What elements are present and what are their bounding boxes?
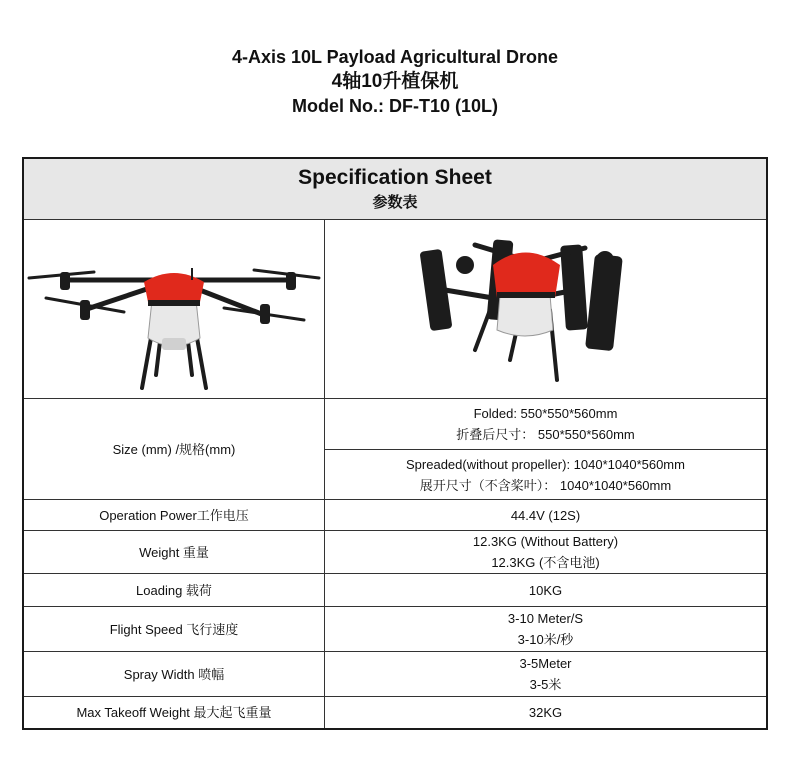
product-title-en: 4-Axis 10L Payload Agricultural Drone xyxy=(231,47,559,67)
drone-unfolded-image xyxy=(24,220,324,398)
spec-row-size xyxy=(24,399,766,500)
drone-folded-image xyxy=(325,220,766,398)
power-label: Operation Power工作电压 xyxy=(24,500,325,530)
size-label: Size (mm) /规格(mm) xyxy=(24,399,325,499)
spec-sheet-title-bar xyxy=(24,159,766,220)
size-spread-en: Spreaded(without propeller): 1040*1040*560mm xyxy=(406,456,685,472)
size-spread-cn: 展开尺寸（不含桨叶）： 1040*1040*560mm xyxy=(419,477,672,493)
loading-value: 10KG xyxy=(528,582,563,598)
power-value: 44.4V (12S) xyxy=(510,507,581,523)
product-title-cn: 4轴10升植保机 xyxy=(331,71,459,92)
spec-sheet-title-cn: 参数表 xyxy=(372,194,418,212)
weight-value: 12.3KG (Without Battery) 12.3KG (不含电池) xyxy=(472,534,619,570)
spec-row-spray xyxy=(24,652,766,697)
speed-value: 3-10 Meter/S 3-10米/秒 xyxy=(507,611,584,647)
spec-sheet-title-en: Specification Sheet xyxy=(298,166,492,189)
spec-row-power xyxy=(24,500,766,531)
spec-row-weight xyxy=(24,531,766,574)
size-folded-en: Folded: 550*550*560mm xyxy=(473,406,618,421)
weight-label: Weight 重量 xyxy=(24,531,325,573)
drone-folded-image-cell xyxy=(325,220,766,398)
loading-label: Loading 载荷 xyxy=(24,574,325,606)
page-header xyxy=(0,48,790,115)
spec-row-loading xyxy=(24,574,766,607)
spec-sheet-table xyxy=(22,157,768,730)
model-number: Model No.: DF-T10 (10L) xyxy=(292,96,498,116)
spray-value: 3-5Meter 3-5米 xyxy=(519,656,572,692)
size-folded-cell xyxy=(325,399,766,450)
spec-row-takeoff xyxy=(24,697,766,728)
product-images-row xyxy=(24,220,766,399)
drone-unfolded-image-cell xyxy=(24,220,325,398)
size-spread-cell xyxy=(325,450,766,499)
speed-label: Flight Speed 飞行速度 xyxy=(24,607,325,651)
takeoff-value: 32KG xyxy=(528,705,563,720)
takeoff-label: Max Takeoff Weight 最大起飞重量 xyxy=(24,697,325,728)
spec-row-speed xyxy=(24,607,766,652)
spray-label: Spray Width 喷幅 xyxy=(24,652,325,696)
size-folded-cn: 折叠后尺寸： 550*550*560mm xyxy=(456,427,635,442)
